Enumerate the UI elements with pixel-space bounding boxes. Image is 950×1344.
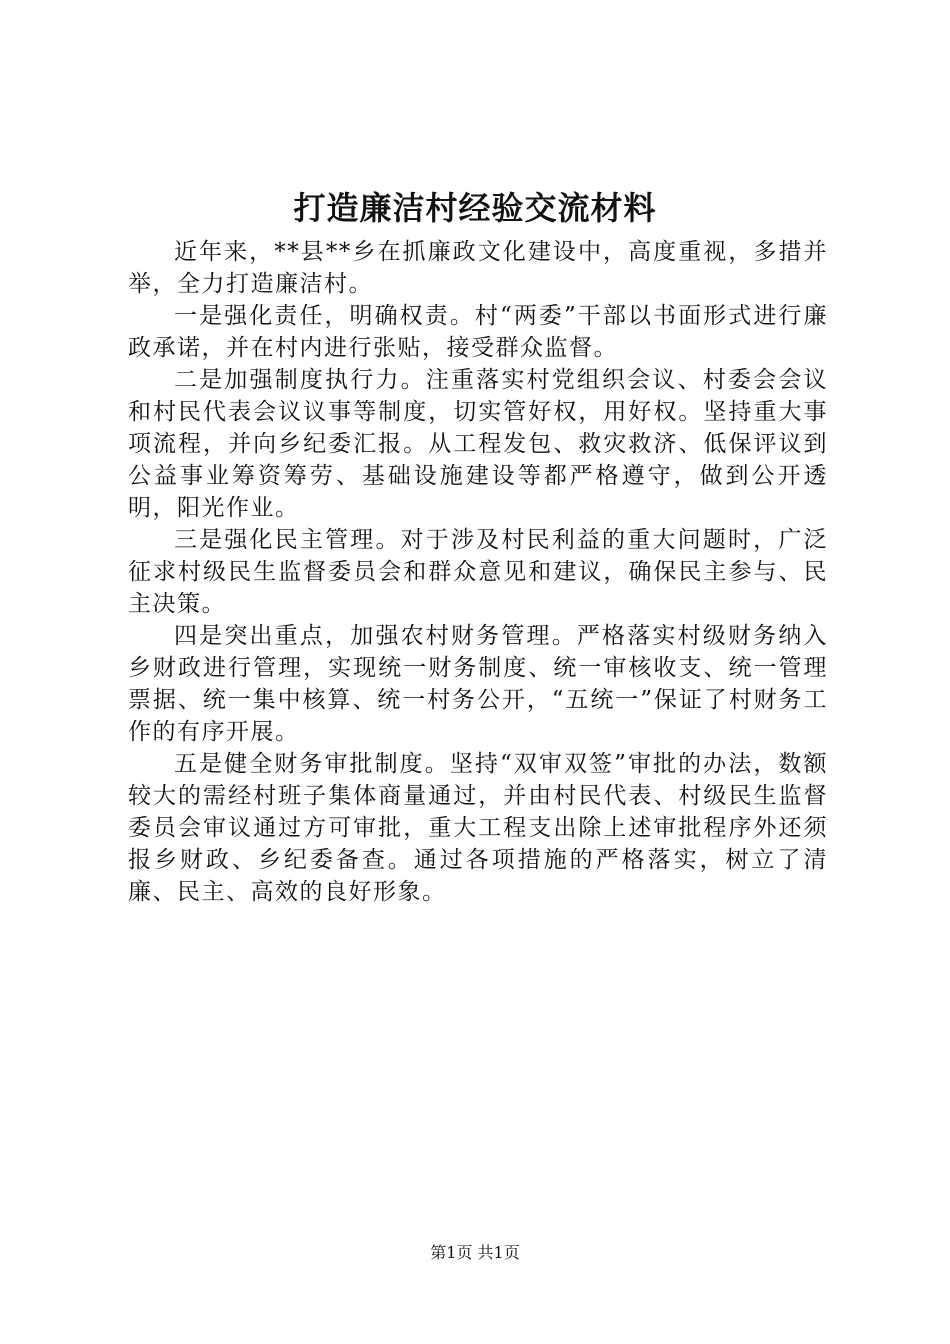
paragraph-point-5: 五是健全财务审批制度。坚持“双审双签”审批的办法，数额较大的需经村班子集体商量通过，并由村民代表、村级民生监督委员会审议通过方可审批，重大工程支出除上述审批程序外还须报乡财政、乡纪委备查。通过各项措施的严格落实，树立了清廉、民主、高效的良好形象。 [128,751,828,905]
document-title: 打造廉洁村经验交流材料 [293,189,657,227]
paragraph-point-2: 二是加强制度执行力。注重落实村党组织会议、村委会会议和村民代表会议议事等制度，切实管好权，用好权。坚持重大事项流程，并向乡纪委汇报。从工程发包、救灾救济、低保评议到公益事业筹资筹劳、基础设施建设等都严格遵守，做到公开透明，阳光作业。 [128,367,828,521]
paragraph-intro: 近年来，**县**乡在抓廉政文化建设中，高度重视，多措并举，全力打造廉洁村。 [128,239,828,297]
paragraph-point-4: 四是突出重点，加强农村财务管理。严格落实村级财务纳入乡财政进行管理，实现统一财务制度、统一审核收支、统一管理票据、统一集中核算、统一村务公开，“五统一”保证了村财务工作的有序开展。 [128,623,828,745]
page-footer: 第1页 共1页 [430,1243,520,1262]
paragraph-point-1: 一是强化责任，明确权责。村“两委”干部以书面形式进行廉政承诺，并在村内进行张贴，接受群众监督。 [128,303,828,361]
paragraph-point-3: 三是强化民主管理。对于涉及村民利益的重大问题时，广泛征求村级民生监督委员会和群众意见和建议，确保民主参与、民主决策。 [128,527,828,617]
document-body [128,236,828,908]
